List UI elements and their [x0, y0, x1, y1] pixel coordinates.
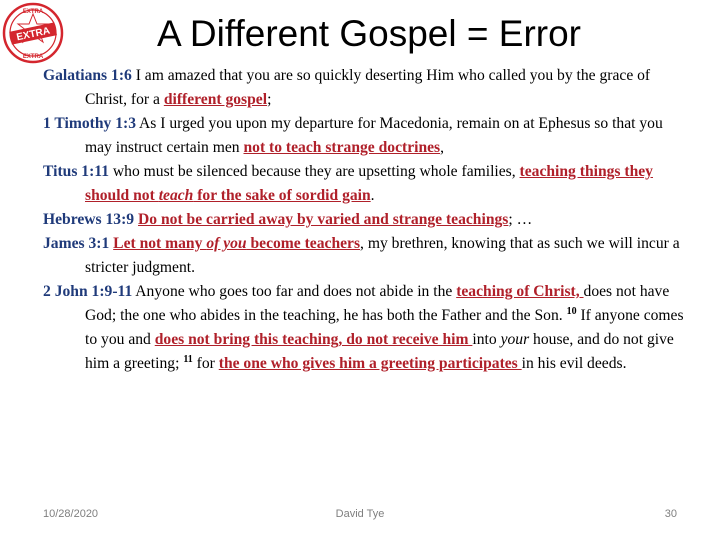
verse-text: ; … [508, 211, 533, 228]
slide-title: A Different Gospel = Error [157, 13, 581, 54]
emphasis-italic-text: teach [158, 187, 194, 204]
verse-titus [43, 160, 693, 208]
verse-list [43, 64, 693, 376]
verse-ref: Hebrews 13:9 [43, 211, 135, 228]
emphasis-text: become teachers [246, 235, 361, 252]
verse-james [43, 232, 693, 280]
verse-ref: Galatians 1:6 [43, 67, 132, 84]
verse-text: does not have God; the one who abides in the teaching, he has both the Father and the Son. [85, 283, 670, 324]
verse-number: 10 [566, 305, 577, 317]
verse-ref: James 3:1 [43, 235, 110, 252]
verse-text: for [192, 355, 219, 372]
verse-text: , [440, 139, 445, 156]
emphasis-text: different gospel [163, 91, 268, 108]
logo-top-text: EXTRA [22, 9, 44, 15]
emphasis-text: not to teach strange doctrines [243, 139, 441, 156]
verse-text: ; [267, 91, 272, 108]
verse-ref: 1 Timothy 1:3 [43, 115, 136, 132]
verse-hebrews [43, 208, 693, 232]
emphasis-text: teaching of Christ, [456, 283, 584, 300]
emphasis-text: for the sake of sordid gain [193, 187, 371, 204]
verse-text: house, and do not give him a greeting; [85, 331, 674, 372]
verse-text: in his evil deeds. [521, 355, 627, 372]
logo-center-text: EXTRA [15, 25, 52, 44]
emphasis-text: Do not be carried away by varied and strange teachings [138, 211, 509, 228]
emphasis-text: the one who gives him a greeting participates [218, 355, 522, 372]
emphasis-text: Let not many [113, 235, 207, 252]
verse-ref: 2 John 1:9-11 [43, 283, 133, 300]
emphasis-text: teaching things they should not [85, 163, 653, 204]
verse-number: 11 [183, 353, 193, 365]
verse-text: who must be silenced because they are upsetting whole families, [109, 163, 520, 180]
verse-text: As I urged you upon my departure for Macedonia, remain on at Ephesus so that you may instruct certain men [85, 115, 663, 156]
verse-text: , my brethren, knowing that as such we will incur a stricter judgment. [85, 235, 680, 276]
footer-page-number: 30 [664, 508, 677, 520]
verse-galatians [43, 64, 693, 112]
verse-text: I am amazed that you are so quickly deserting Him who called you by the grace of Christ, for a [85, 67, 651, 108]
verse-text: . [370, 187, 375, 204]
verse-text: Anyone who goes too far and does not abide in the [132, 283, 457, 300]
emphasis-text: does not bring this teaching, do not receive him [154, 331, 473, 348]
emphasis-italic-text: of you [206, 235, 247, 252]
logo-bottom-text: EXTRA [22, 54, 44, 60]
italic-text: your [500, 331, 530, 348]
verse-2-john [43, 280, 693, 376]
verse-ref: Titus 1:11 [43, 163, 110, 180]
footer-author: David Tye [335, 508, 385, 520]
verse-1-timothy [43, 112, 693, 160]
footer-date: 10/28/2020 [43, 508, 99, 520]
verse-text: If anyone comes to you and [85, 307, 684, 348]
verse-text: into [472, 331, 501, 348]
